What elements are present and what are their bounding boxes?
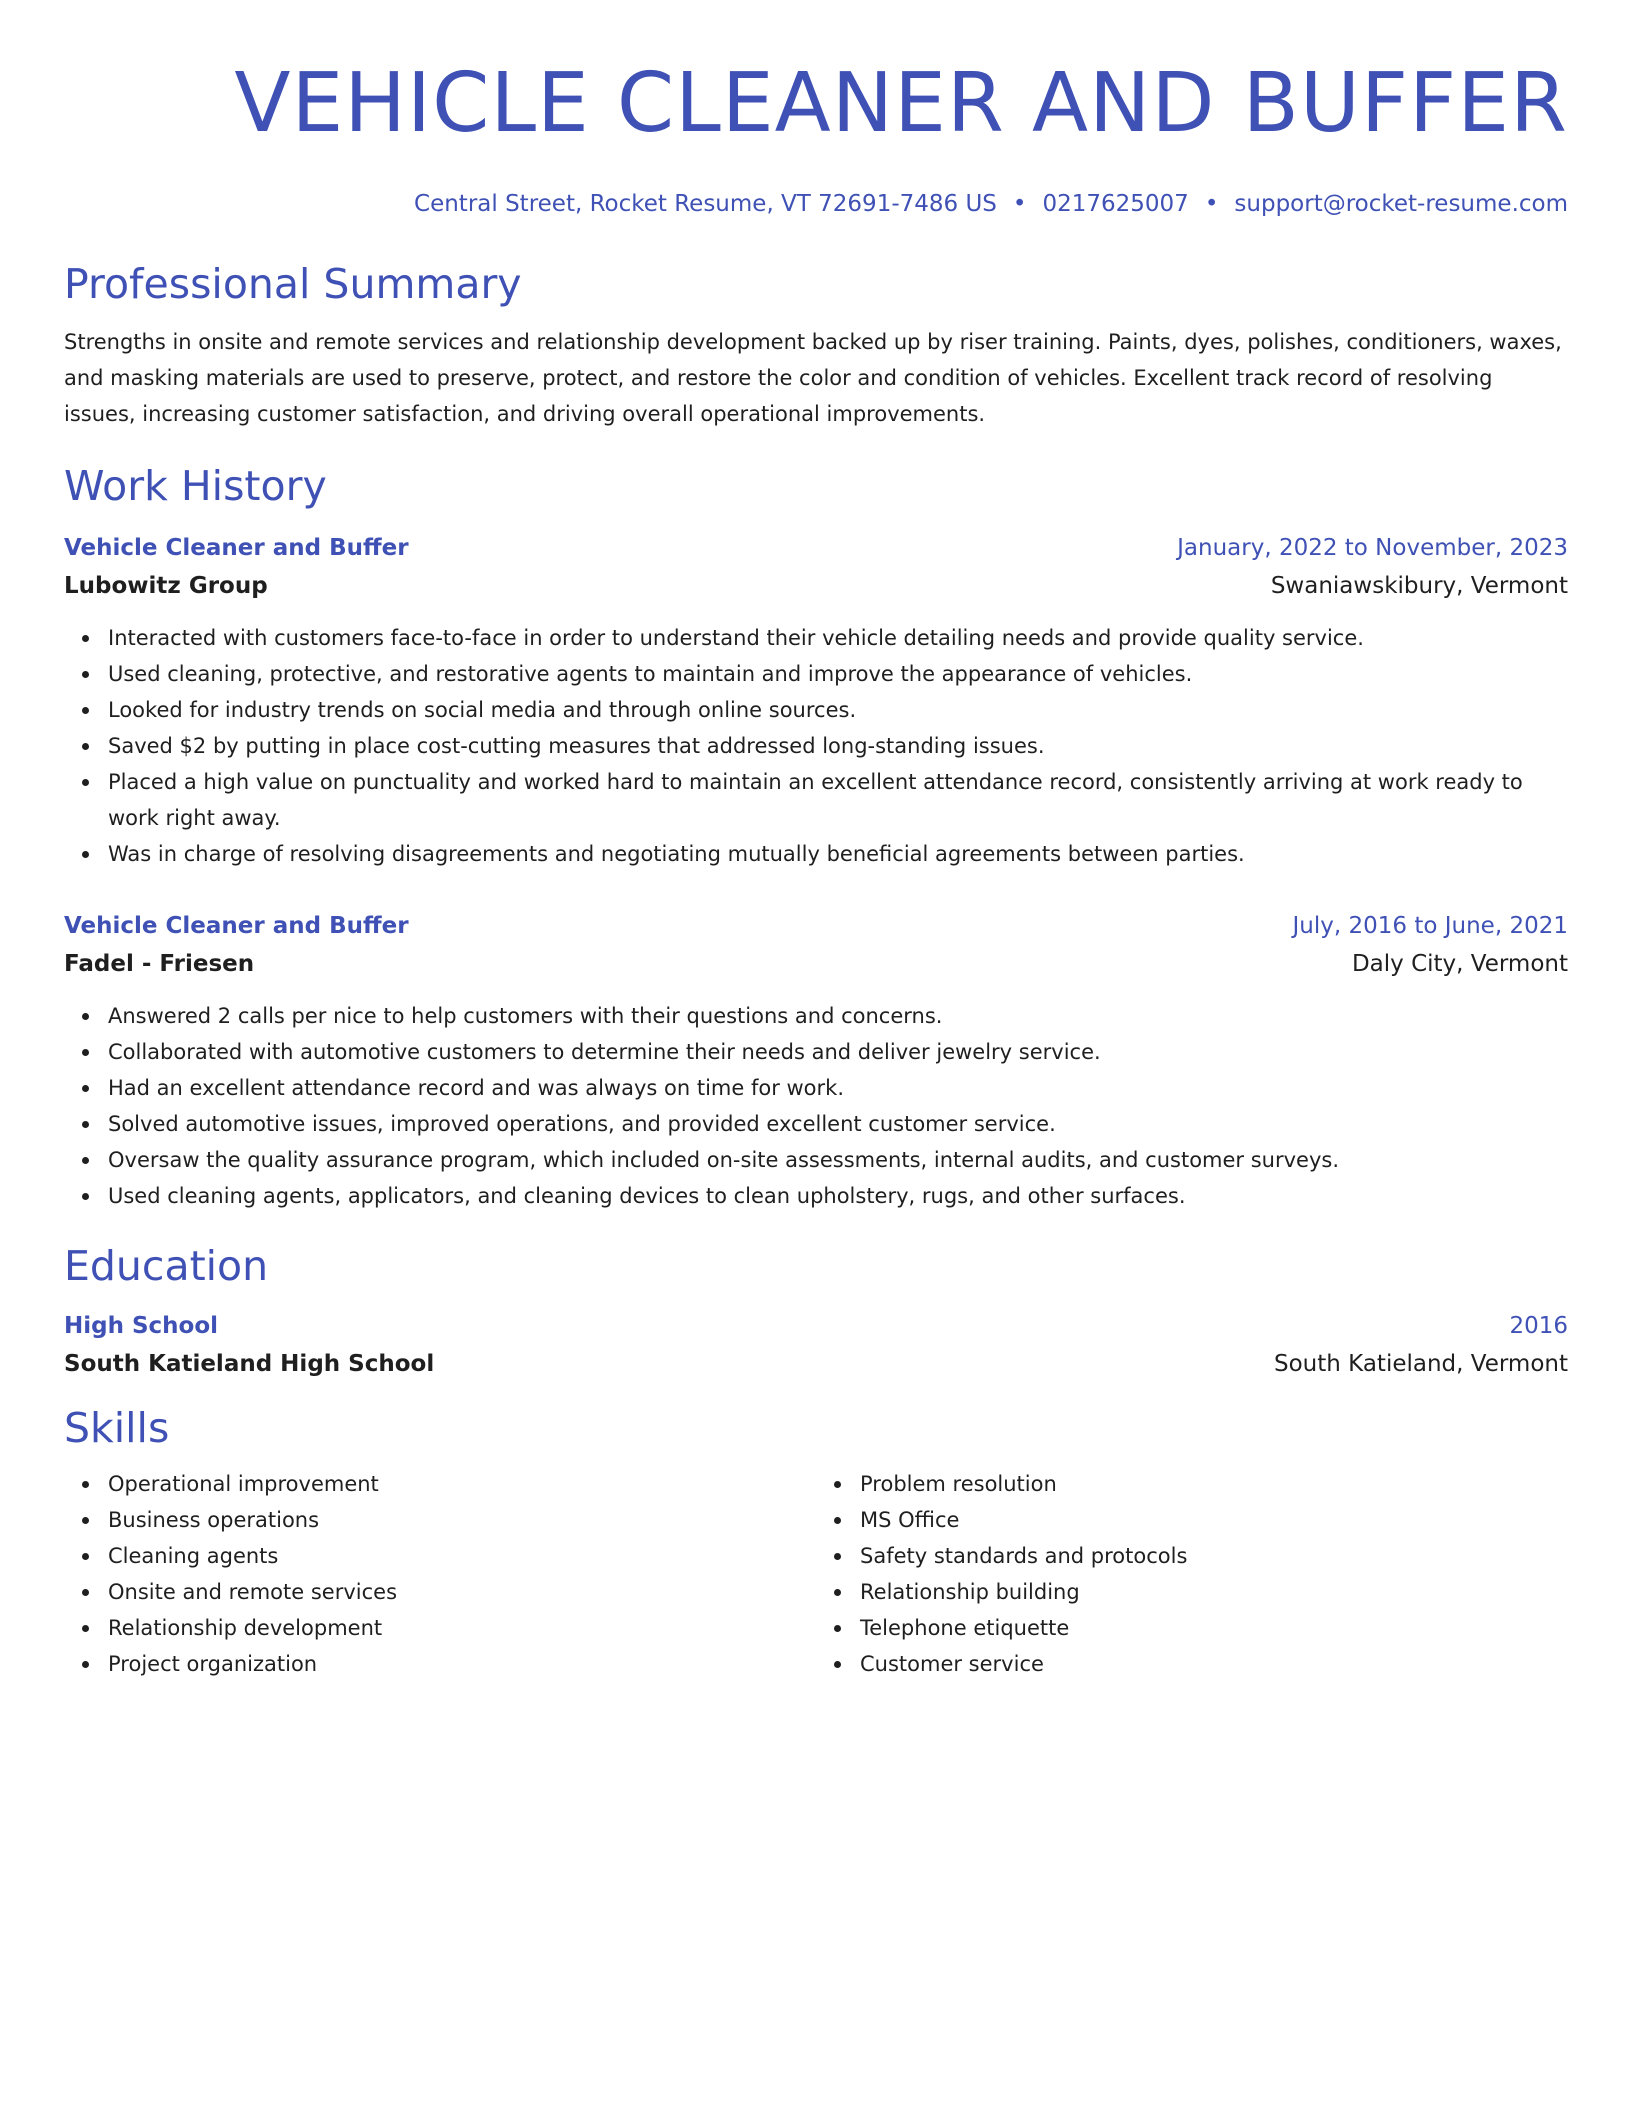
job-dates: July, 2016 to June, 2021 (1292, 913, 1568, 939)
job-bullet: Answered 2 calls per nice to help customers with their questions and concerns. (108, 998, 1568, 1034)
skills-column-left (64, 1466, 816, 1682)
job-entry (64, 908, 1568, 1214)
section-heading-work-history: Work History (64, 462, 327, 510)
contact-line (64, 190, 1568, 218)
contact-separator: • (1204, 191, 1219, 217)
skill-item: Relationship building (860, 1574, 1568, 1610)
job-title: Vehicle Cleaner and Buffer (64, 535, 409, 561)
job-bullet-list (64, 998, 1568, 1214)
job-location: Swaniawskibury, Vermont (1270, 573, 1568, 599)
job-company: Lubowitz Group (64, 573, 268, 599)
section-heading-education: Education (64, 1242, 269, 1290)
education-location: South Katieland, Vermont (1274, 1351, 1568, 1377)
job-bullet: Solved automotive issues, improved operations, and provided excellent customer service. (108, 1106, 1568, 1142)
job-bullet: Used cleaning agents, applicators, and cleaning devices to clean upholstery, rugs, and other surfaces. (108, 1178, 1568, 1214)
job-bullet-list (64, 620, 1568, 872)
job-bullet: Collaborated with automotive customers to determine their needs and deliver jewelry service. (108, 1034, 1568, 1070)
skill-item: Customer service (860, 1646, 1568, 1682)
job-bullet: Was in charge of resolving disagreements and negotiating mutually beneficial agreements between parties. (108, 836, 1568, 872)
skill-item: Problem resolution (860, 1466, 1568, 1502)
job-bullet: Oversaw the quality assurance program, which included on-site assessments, internal audits, and customer surveys. (108, 1142, 1568, 1178)
job-bullet: Placed a high value on punctuality and worked hard to maintain an excellent attendance record, consistently arriving at work ready to work right away. (108, 764, 1568, 836)
resume-name-title: VEHICLE CLEANER AND BUFFER (234, 56, 1568, 151)
skills-column-right (816, 1466, 1568, 1682)
skill-item: Cleaning agents (108, 1538, 816, 1574)
skill-item: Safety standards and protocols (860, 1538, 1568, 1574)
skill-item: Onsite and remote services (108, 1574, 816, 1610)
job-title: Vehicle Cleaner and Buffer (64, 913, 409, 939)
skills-list-right (816, 1466, 1568, 1682)
job-bullet: Had an excellent attendance record and was always on time for work. (108, 1070, 1568, 1106)
skill-item: MS Office (860, 1502, 1568, 1538)
job-location: Daly City, Vermont (1351, 951, 1568, 977)
job-bullet: Interacted with customers face-to-face in order to understand their vehicle detailing needs and provide quality service. (108, 620, 1568, 656)
skill-item: Project organization (108, 1646, 816, 1682)
education-entry (64, 1308, 1568, 1384)
job-header-row (64, 908, 1568, 944)
skills-list-left (64, 1466, 816, 1682)
section-heading-skills: Skills (64, 1404, 170, 1452)
job-header-row (64, 530, 1568, 566)
education-degree: High School (64, 1313, 219, 1339)
job-bullet: Looked for industry trends on social media and through online sources. (108, 692, 1568, 728)
job-bullet: Used cleaning, protective, and restorative agents to maintain and improve the appearance of vehicles. (108, 656, 1568, 692)
job-company-row (64, 566, 1568, 606)
summary-paragraph: Strengths in onsite and remote services and relationship development backed up by riser training. Paints, dyes, polishes, conditioners, waxes, and masking materials are used to preserve, protect, and restore the color and condition of vehicles. Excellent track record of resolving issues, increasing customer satisfaction, and driving overall operational improvements. (64, 330, 1562, 426)
contact-email: support@rocket-resume.com (1234, 191, 1568, 217)
section-heading-summary: Professional Summary (64, 260, 522, 308)
contact-address: Central Street, Rocket Resume, VT 72691-7486 US (414, 191, 997, 217)
skill-item: Business operations (108, 1502, 816, 1538)
contact-separator: • (1012, 191, 1027, 217)
education-school-row (64, 1344, 1568, 1384)
skill-item: Telephone etiquette (860, 1610, 1568, 1646)
education-year: 2016 (1509, 1313, 1568, 1339)
skill-item: Operational improvement (108, 1466, 816, 1502)
job-bullet: Saved $2 by putting in place cost-cutting measures that addressed long-standing issues. (108, 728, 1568, 764)
skill-item: Relationship development (108, 1610, 816, 1646)
job-dates: January, 2022 to November, 2023 (1177, 535, 1568, 561)
education-school: South Katieland High School (64, 1351, 435, 1377)
contact-phone: 0217625007 (1042, 191, 1189, 217)
job-company-row (64, 944, 1568, 984)
skills-grid (64, 1466, 1568, 1682)
job-entry (64, 530, 1568, 872)
job-company: Fadel - Friesen (64, 951, 255, 977)
education-header-row (64, 1308, 1568, 1344)
